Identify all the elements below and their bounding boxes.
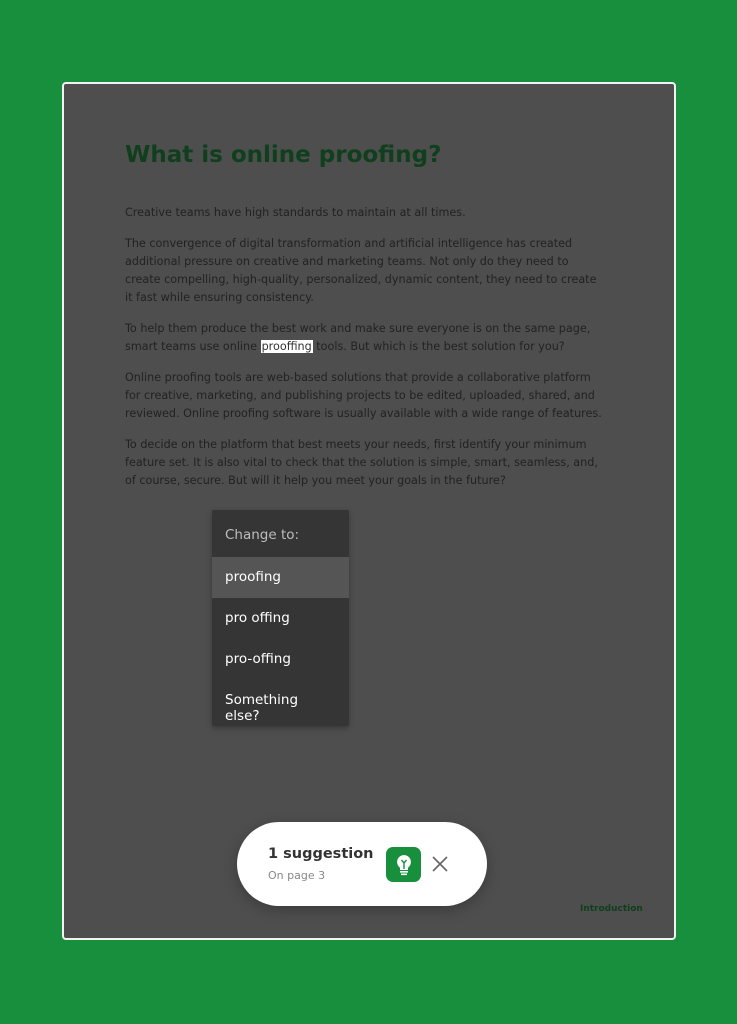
suggestion-count: 1 suggestion bbox=[268, 846, 374, 862]
page-title: What is online proofing? bbox=[125, 142, 442, 168]
suggestion-pro-hyphen-offing[interactable]: pro-offing bbox=[225, 651, 291, 667]
paragraph-5: To decide on the platform that best meets your needs, first identify your minimum feature set. It is also vital to check that the solution is simple, smart, seamless, and, of course, secure. But will it help you meet your goals in the future? bbox=[125, 438, 598, 487]
spelling-suggestions-menu bbox=[212, 510, 349, 726]
suggestion-location: On page 3 bbox=[268, 869, 326, 882]
close-icon[interactable] bbox=[429, 853, 451, 875]
paragraph-3 bbox=[125, 320, 605, 356]
suggestion-something-else[interactable]: Something else? bbox=[225, 692, 299, 724]
paragraph-4: Online proofing tools are web-based solutions that provide a collaborative platform for creative, marketing, and publishing projects to be edited, uploaded, shared, and reviewed. Online proofing software is usually available with a wide range of features. bbox=[125, 371, 602, 420]
paragraph-1: Creative teams have high standards to maintain at all times. bbox=[125, 206, 466, 219]
lightbulb-icon[interactable] bbox=[386, 847, 421, 882]
suggestion-bar bbox=[237, 822, 487, 906]
menu-header: Change to: bbox=[225, 527, 300, 543]
misspelled-word[interactable]: prooffing bbox=[261, 340, 312, 353]
section-label: Introduction bbox=[580, 904, 643, 914]
paragraph-text: To help them produce the best work and make sure everyone is on the same page, smart teams use online bbox=[125, 322, 591, 353]
document-page bbox=[62, 82, 676, 940]
suggestion-pro-offing[interactable]: pro offing bbox=[225, 610, 290, 626]
paragraph-text: tools. But which is the best solution for you? bbox=[312, 340, 565, 353]
paragraph-2: The convergence of digital transformation and artificial intelligence has created additional pressure on creative and marketing teams. Not only do they need to create compelling, high-quality, personalized, dynamic content, they need to create it fast while ensuring consistency. bbox=[125, 237, 597, 304]
document-body bbox=[125, 204, 605, 503]
suggestion-proofing[interactable]: proofing bbox=[212, 557, 349, 598]
